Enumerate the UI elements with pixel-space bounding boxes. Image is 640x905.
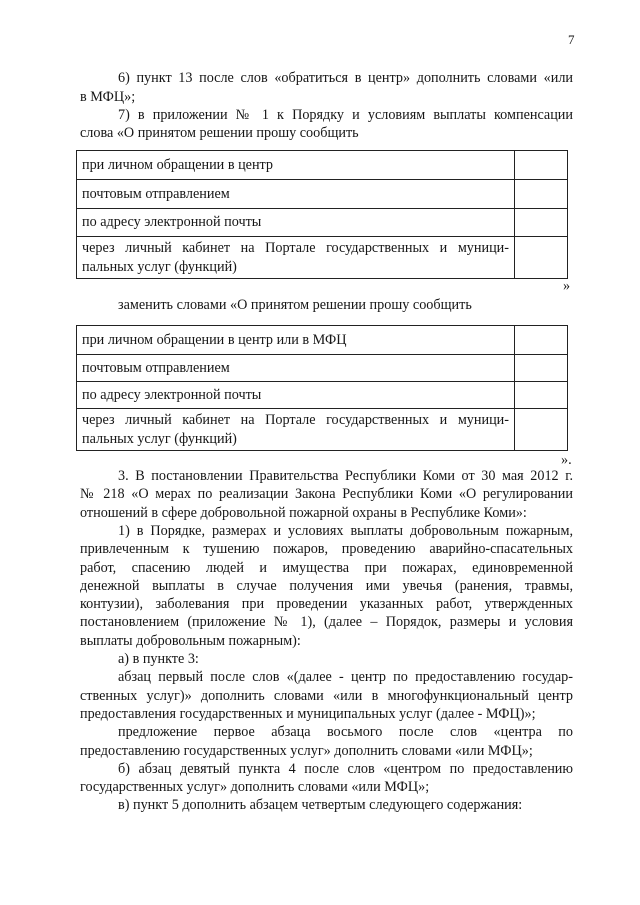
option-label: почтовым отправлением [77,180,515,209]
body-line: а) в пункте 3: [118,651,199,667]
body-line: предоставления государственных и муниципальных услуг (далее - МФЦ)»; [80,705,536,722]
option-label [77,237,515,279]
table-row [77,355,568,382]
body-line: привлеченным к тушению пожаров, проведению аварийно-спасательных [80,541,573,558]
body-line: в) пункт 5 дополнить абзацем четвертым следующего содержания: [118,797,523,814]
body-line: предложение первое абзаца восьмого после слов «центра по [118,724,573,741]
intro-line-4: слова «О принятом решении прошу сообщить [80,125,359,141]
option-checkbox[interactable] [515,180,568,209]
body-line: абзац первый после слов «(далее - центр по предоставлению государ- [118,669,573,686]
option-checkbox[interactable] [515,151,568,180]
body-line: работ, спасению людей и имущества при пожарах, единовременной [80,559,573,576]
body-line: отношений в сфере добровольной пожарной охраны в Республике Коми»: [80,504,527,521]
options-table-old [76,150,568,279]
option-label: по адресу электронной почты [77,209,515,237]
body-line: предоставлению государственных услуг» дополнить словами «или МФЦ»; [80,742,533,759]
body-line: денежной выплаты в случае получения ими увечья (ранения, травмы, [80,577,573,594]
table-row [77,326,568,355]
table-row [77,409,568,451]
intro-line-2: в МФЦ»; [80,89,136,105]
option-label: при личном обращении в центр или в МФЦ [77,326,515,355]
table-row [77,209,568,237]
option-label [77,409,515,451]
page-number: 7 [568,32,575,47]
option-label: при личном обращении в центр [77,151,515,180]
body-line: № 218 «О мерах по реализации Закона Республики Коми «О регулировании [80,486,573,503]
table-row [77,382,568,409]
closing-quote: ». [561,452,572,468]
body-line: государственных услуг» дополнить словами «или МФЦ»; [80,779,430,796]
body-line: б) абзац девятый пункта 4 после слов «центром по предоставлению [118,760,573,777]
option-label-line: пальных услуг (функций) [82,258,237,275]
option-checkbox[interactable] [515,326,568,355]
option-checkbox[interactable] [515,355,568,382]
intro-line-1: 6) пункт 13 после слов «обратиться в центр» дополнить словами «или [118,70,573,86]
table-row [77,151,568,180]
option-label: почтовым отправлением [77,355,515,382]
option-checkbox[interactable] [515,409,568,451]
body-line: контузии), заболевания при проведении указанных работ, утвержденных [80,596,573,613]
body-line: 3. В постановлении Правительства Республики Коми от 30 мая 2012 г. [118,468,573,484]
option-label: по адресу электронной почты [77,382,515,409]
option-label-line: пальных услуг (функций) [82,430,237,447]
table-row [77,237,568,279]
intro-line-3: 7) в приложении № 1 к Порядку и условиям выплаты компенсации [118,107,573,123]
option-label-line: через личный кабинет на Портале государственных и муници- [82,240,509,257]
closing-quote: » [563,278,571,294]
body-line: 1) в Порядке, размерах и условиях выплаты добровольным пожарным, [118,522,573,539]
options-table-new [76,325,568,451]
body-line: постановлением (приложение № 1), (далее – Порядок, размеры и условия [80,614,573,631]
option-checkbox[interactable] [515,382,568,409]
table-row [77,180,568,209]
replace-line: заменить словами «О принятом решении прошу сообщить [118,297,472,313]
option-checkbox[interactable] [515,209,568,237]
body-line: ственных услуг)» дополнить словами «или в многофункциональный центр [80,687,573,704]
body-line: выплаты добровольным пожарным): [80,632,301,649]
option-label-line: через личный кабинет на Портале государственных и муници- [82,412,509,429]
option-checkbox[interactable] [515,237,568,279]
